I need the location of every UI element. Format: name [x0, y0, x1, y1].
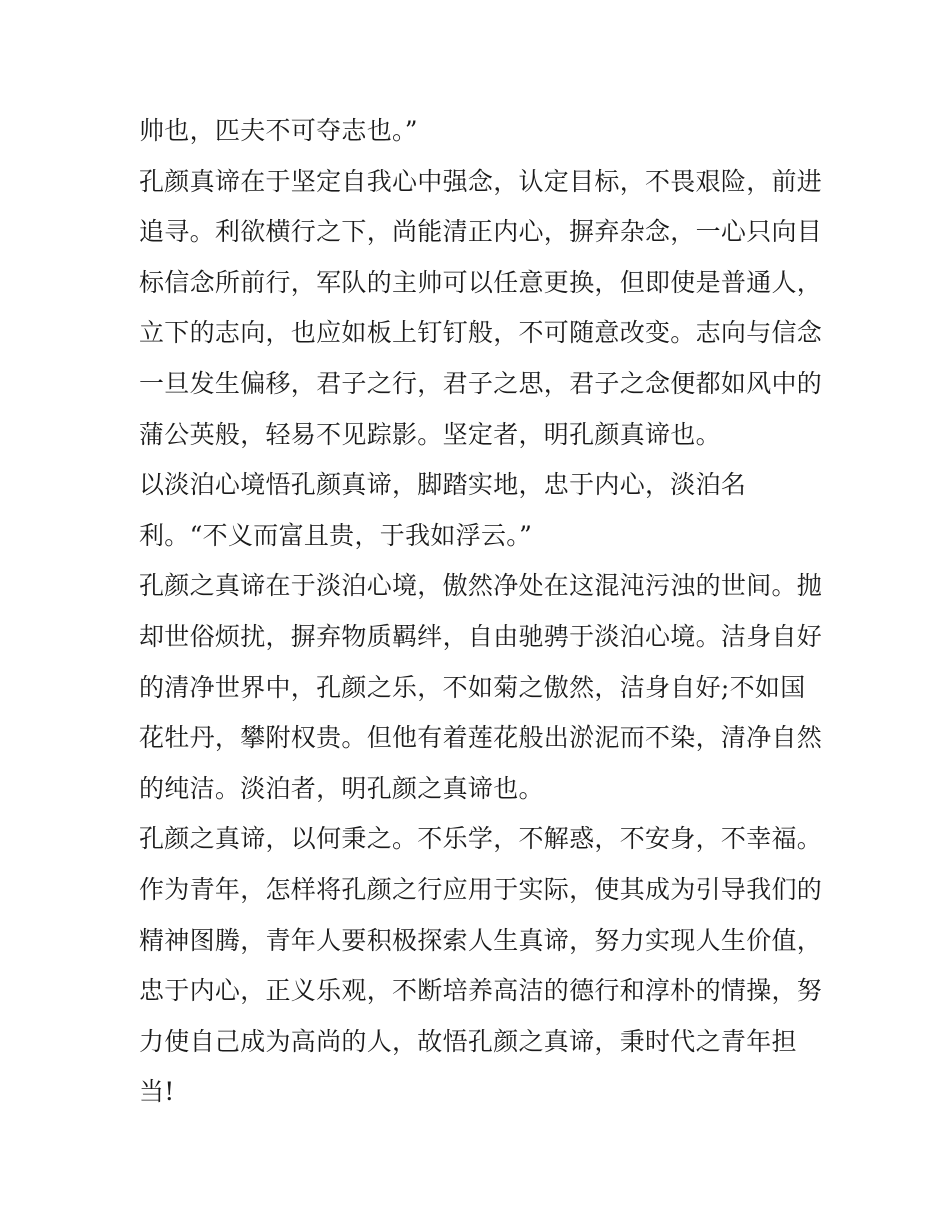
text-line: 孔颜真谛在于坚定自我心中强念，认定目标，不畏艰险，前进	[139, 166, 823, 196]
text-line: 的清净世界中，孔颜之乐，不如菊之傲然，洁身自好;不如国	[139, 672, 806, 702]
text-line: 精神图腾，青年人要积极探索人生真谛，努力实现人生价值，	[139, 925, 823, 955]
text-line: 却世俗烦扰，摒弃物质羁绊，自由驰骋于淡泊心境。洁身自好	[139, 621, 823, 651]
text-line: 的纯洁。淡泊者，明孔颜之真谛也。	[139, 773, 544, 803]
text-line: 孔颜之真谛在于淡泊心境，傲然净处在这混沌污浊的世间。抛	[139, 571, 823, 601]
text-line: 力使自己成为高尚的人，故悟孔颜之真谛，秉时代之青年担	[139, 1026, 797, 1056]
text-line: 当!	[139, 1077, 175, 1107]
text-line: 一旦发生偏移，君子之行，君子之思，君子之念便都如风中的	[139, 368, 823, 398]
text-line: 花牡丹，攀附权贵。但他有着莲花般出淤泥而不染，清净自然	[139, 723, 823, 753]
text-line: 帅也，匹夫不可夺志也。”	[139, 116, 418, 145]
text-line: 蒲公英般，轻易不见踪影。坚定者，明孔颜真谛也。	[139, 419, 721, 449]
text-line: 作为青年，怎样将孔颜之行应用于实际，使其成为引导我们的	[139, 874, 823, 904]
text-line: 忠于内心，正义乐观，不断培养高洁的德行和淳朴的情操，努	[139, 976, 823, 1006]
document-body	[139, 106, 823, 1118]
text-line: 追寻。利欲横行之下，尚能清正内心，摒弃杂念，一心只向目	[139, 217, 823, 247]
text-line: 标信念所前行，军队的主帅可以任意更换，但即使是普通人，	[139, 267, 823, 297]
text-line: 利。“不义而富且贵，于我如浮云。”	[139, 520, 533, 550]
text-line: 立下的志向，也应如板上钉钉般，不可随意改变。志向与信念	[139, 318, 823, 348]
text-line: 以淡泊心境悟孔颜真谛，脚踏实地，忠于内心，淡泊名	[139, 470, 747, 500]
text-line: 孔颜之真谛，以何秉之。不乐学，不解惑，不安身，不幸福。	[139, 824, 823, 854]
